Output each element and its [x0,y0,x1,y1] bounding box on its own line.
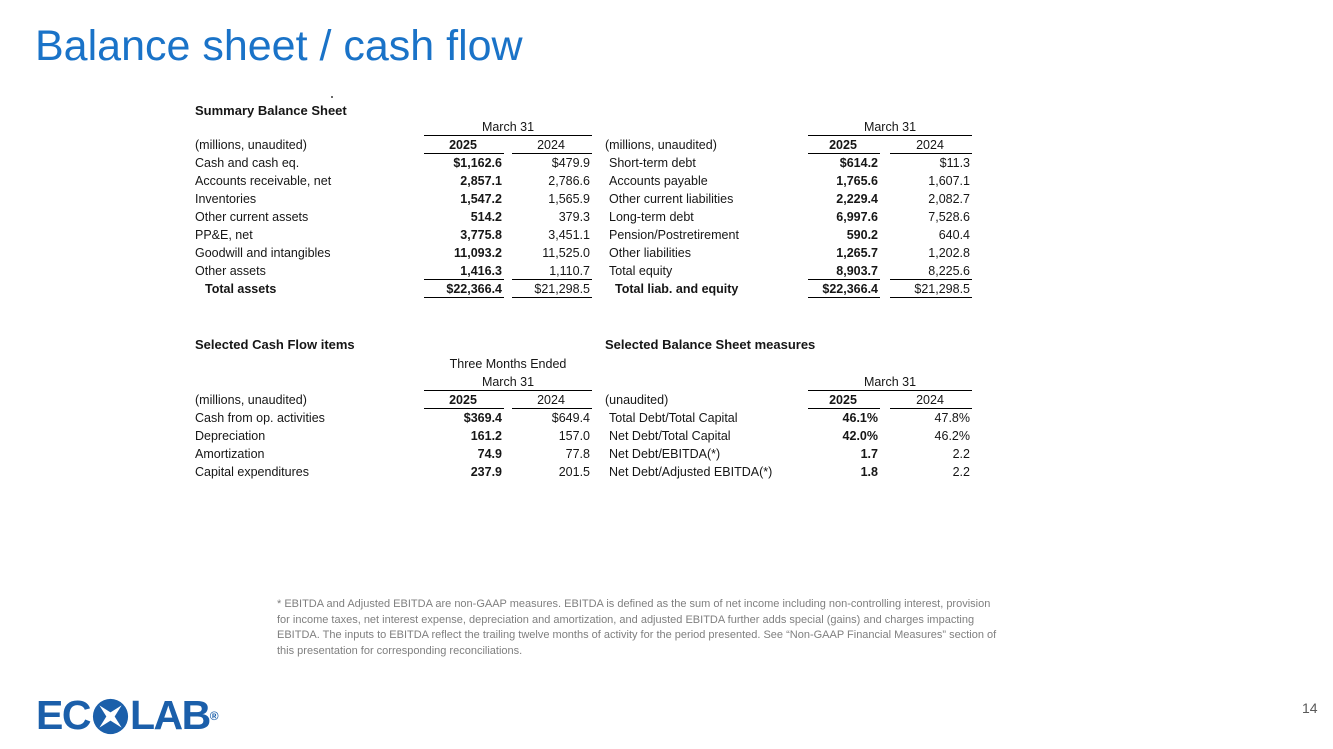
value-2024: 157.0 [558,429,590,443]
value-2025: 11,093.2 [454,246,502,260]
row-label: Accounts receivable, net [195,174,332,188]
value-2025: 1,416.3 [424,262,504,280]
measures-table [605,355,972,481]
row-label: Goodwill and intangibles [195,246,331,260]
year-header-row [195,136,592,154]
balance-sheet-liabilities-table [605,118,972,298]
row-label: Depreciation [195,429,266,443]
row-label: Other assets [195,264,266,278]
value-2024: 46.2% [934,429,970,443]
value-2024: $21,298.5 [512,280,592,298]
balance-sheet-assets-table [195,118,592,298]
value-2024: 1,565.9 [548,192,590,206]
row-label: Other liabilities [609,246,691,260]
table-row [195,262,592,280]
value-2025: $22,366.4 [808,280,880,298]
table-row [605,445,972,463]
period-header: March 31 [808,373,972,391]
value-2025: 42.0% [842,429,878,443]
value-2025: $1,162.6 [453,156,502,170]
value-2024: 7,528.6 [928,210,970,224]
value-2025: 2,229.4 [836,192,878,206]
value-2025: 514.2 [470,210,502,224]
value-2024: 3,451.1 [548,228,590,242]
value-2024: 1,607.1 [928,174,970,188]
value-2024: 77.8 [565,447,590,461]
logo-star-circle-icon [92,698,129,735]
table-row [195,190,592,208]
table-row [605,244,972,262]
value-2024: $21,298.5 [890,280,972,298]
value-2024: 2,082.7 [928,192,970,206]
value-2024: 47.8% [934,411,970,425]
year-2025-header: 2025 [808,136,880,154]
table-row [605,190,972,208]
balance-sheet-section-title: Summary Balance Sheet [195,103,347,118]
row-label: Long-term debt [609,210,694,224]
year-2025-header: 2025 [424,136,504,154]
period-header-row [195,355,592,373]
table-row [605,226,972,244]
table-row [195,409,592,427]
row-label: Amortization [195,447,265,461]
row-label: Total liab. and equity [615,282,739,296]
row-label: Net Debt/Adjusted EBITDA(*) [609,465,773,479]
unit-label: (millions, unaudited) [195,393,307,407]
value-2024: 2,786.6 [548,174,590,188]
period-header-row [605,373,972,391]
value-2024: $649.4 [551,411,590,425]
table-row [195,172,592,190]
table-row [605,409,972,427]
row-label: Short-term debt [609,156,696,170]
table-row [195,226,592,244]
page-title: Balance sheet / cash flow [35,22,523,70]
unit-label: (millions, unaudited) [605,138,717,152]
value-2024: 2.2 [952,447,970,461]
value-2025: 237.9 [470,465,502,479]
year-2025-header: 2025 [424,391,504,409]
row-label: Total Debt/Total Capital [609,411,738,425]
value-2025: $614.2 [839,156,878,170]
period-header-row [195,118,592,136]
value-2024: 1,202.8 [928,246,970,260]
value-2025: 74.9 [477,447,502,461]
value-2025: 1,547.2 [460,192,502,206]
year-2024-header: 2024 [890,391,972,409]
year-header-row [605,136,972,154]
logo-text-lab: LAB [129,692,210,738]
period-header-row [605,118,972,136]
row-label: Net Debt/EBITDA(*) [609,447,721,461]
table-row [605,262,972,280]
period-header: March 31 [424,118,592,136]
unit-label: (millions, unaudited) [195,138,307,152]
cash-flow-section-title: Selected Cash Flow items [195,337,355,352]
value-2024: 640.4 [938,228,970,242]
value-2024: 2.2 [952,465,970,479]
value-2025: 1,265.7 [836,246,878,260]
year-2024-header: 2024 [890,136,972,154]
period-line2: March 31 [424,373,592,391]
table-row [605,427,972,445]
value-2024: 11,525.0 [542,246,590,260]
table-row [195,154,592,172]
measures-section-title: Selected Balance Sheet measures [605,337,816,352]
unit-label: (unaudited) [605,393,669,407]
table-row [605,172,972,190]
total-row [195,280,592,298]
table-row [605,154,972,172]
table-row [195,208,592,226]
value-2024: 379.3 [558,210,590,224]
stray-dot [331,96,333,98]
value-2024: 1,110.7 [512,262,592,280]
row-label: PP&E, net [195,228,253,242]
table-row [195,445,592,463]
row-label: Accounts payable [609,174,708,188]
year-2024-header: 2024 [512,136,592,154]
row-label: Other current assets [195,210,309,224]
spacer-row [605,355,972,373]
value-2024: 201.5 [558,465,590,479]
value-2025: 1,765.6 [836,174,878,188]
row-label: Other current liabilities [609,192,734,206]
period-line1: Three Months Ended [449,357,567,371]
row-label: Pension/Postretirement [609,228,739,242]
value-2025: 161.2 [470,429,502,443]
value-2025: 6,997.6 [836,210,878,224]
registered-mark: ® [209,709,219,723]
value-2025: $369.4 [463,411,502,425]
value-2024: $479.9 [551,156,590,170]
table-row [195,427,592,445]
value-2024: 8,225.6 [890,262,972,280]
row-label: Inventories [195,192,257,206]
cash-flow-table [195,355,592,481]
page-number: 14 [1302,700,1318,716]
year-2025-header: 2025 [808,391,880,409]
value-2025: 1.7 [860,447,878,461]
year-2024-header: 2024 [512,391,592,409]
year-header-row [195,391,592,409]
row-label: Capital expenditures [195,465,309,479]
ebitda-footnote: * EBITDA and Adjusted EBITDA are non-GAAP measures. EBITDA is defined as the sum of net income including non-controlling interest, provision for income taxes, net interest expense, depreciation and amortization, and adjusted EBITDA further adds special (gains) and charges impacting EBITDA. The inputs to EBITDA reflect the trailing twelve months of activity for the period presented. See “Non-GAAP Financial Measures” section of this presentation for corresponding reconciliations. [277,598,997,657]
row-label: Net Debt/Total Capital [609,429,731,443]
value-2025: 2,857.1 [460,174,502,188]
period-header-row [195,373,592,391]
table-row [195,244,592,262]
logo-text-ec: EC [36,692,90,738]
value-2025: $22,366.4 [424,280,504,298]
period-header: March 31 [808,118,972,136]
table-row [605,463,972,481]
row-label: Total equity [609,264,673,278]
value-2024: $11.3 [939,156,970,170]
row-label: Cash from op. activities [195,411,325,425]
ecolab-logo [36,694,219,736]
value-2025: 46.1% [842,411,878,425]
table-row [605,208,972,226]
value-2025: 3,775.8 [460,228,502,242]
value-2025: 1.8 [860,465,878,479]
total-row [605,280,972,298]
row-label: Total assets [205,282,277,296]
table-row [195,463,592,481]
row-label: Cash and cash eq. [195,156,300,170]
value-2025: 8,903.7 [808,262,880,280]
value-2025: 590.2 [846,228,878,242]
year-header-row [605,391,972,409]
